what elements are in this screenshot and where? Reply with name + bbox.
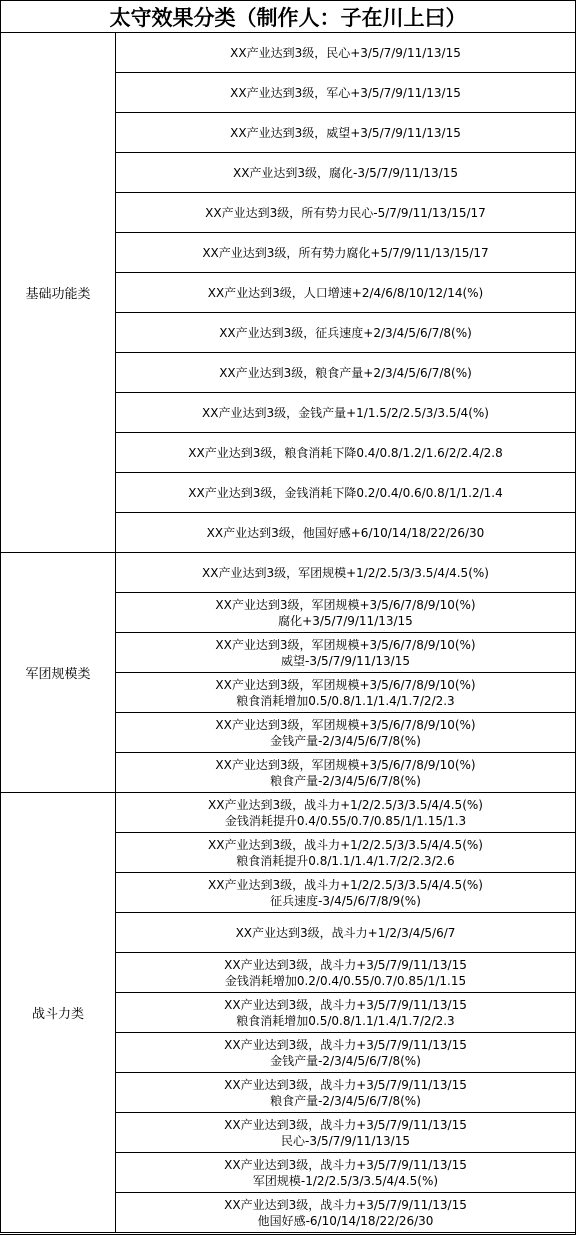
table-row: [116, 73, 575, 113]
effect-text-line: XX产业达到3级，战斗力+3/5/7/9/11/13/15: [224, 1077, 467, 1092]
effect-text-line: XX产业达到3级，战斗力+1/2/2.5/3/3.5/4/4.5(%): [208, 837, 483, 852]
effect-text-line: XX产业达到3级，战斗力+3/5/7/9/11/13/15: [224, 957, 467, 972]
category-label: 军团规模类: [0, 553, 116, 793]
effect-text-line: XX产业达到3级，所有势力民心-5/7/9/11/13/15/17: [205, 205, 486, 220]
table-row: [116, 353, 575, 393]
table-row: [116, 913, 575, 953]
table-row: [116, 33, 575, 73]
table-row: [116, 193, 575, 233]
effect-text-line: XX产业达到3级，金钱产量+1/1.5/2/2.5/3/3.5/4(%): [202, 405, 489, 420]
effect-text-line: 征兵速度-3/4/5/6/7/8/9(%): [270, 893, 421, 908]
effect-text-line: XX产业达到3级，军团规模+3/5/6/7/8/9/10(%): [215, 757, 476, 772]
table-title: 太守效果分类（制作人：子在川上曰）: [0, 0, 575, 33]
effect-text-line: 他国好感-6/10/14/18/22/26/30: [257, 1213, 434, 1228]
effect-text-line: XX产业达到3级，粮食消耗下降0.4/0.8/1.2/1.6/2/2.4/2.8: [188, 445, 503, 460]
effect-text-line: XX产业达到3级，民心+3/5/7/9/11/13/15: [230, 45, 461, 60]
effect-text-line: XX产业达到3级，腐化-3/5/7/9/11/13/15: [232, 165, 458, 180]
effect-text-line: 金钱产量-2/3/4/5/6/7/8(%): [270, 733, 421, 748]
table-row: [116, 513, 575, 553]
effect-text-line: XX产业达到3级，所有势力腐化+5/7/9/11/13/15/17: [202, 245, 489, 260]
effect-text-line: XX产业达到3级，军团规模+3/5/6/7/8/9/10(%): [215, 597, 476, 612]
effect-text-line: XX产业达到3级，军团规模+3/5/6/7/8/9/10(%): [215, 677, 476, 692]
effect-text-line: XX产业达到3级，威望+3/5/7/9/11/13/15: [230, 125, 461, 140]
effect-text-line: 粮食消耗提升0.8/1.1/1.4/1.7/2/2.3/2.6: [236, 853, 455, 868]
effect-text-line: 金钱消耗提升0.4/0.55/0.7/0.85/1/1.15/1.3: [224, 813, 467, 828]
table-row: [116, 833, 575, 873]
effect-text-line: XX产业达到3级，军团规模+3/5/6/7/8/9/10(%): [215, 717, 476, 732]
table-row: [116, 873, 575, 913]
effect-text-line: XX产业达到3级，战斗力+1/2/2.5/3/3.5/4/4.5(%): [208, 797, 483, 812]
effect-text-line: 粮食产量-2/3/4/5/6/7/8(%): [270, 773, 421, 788]
table-row: [116, 153, 575, 193]
table-row: [116, 313, 575, 353]
table-row: [116, 633, 575, 673]
table-row: [116, 1153, 575, 1193]
effect-text-line: XX产业达到3级，战斗力+1/2/3/4/5/6/7: [235, 925, 456, 940]
effect-text-line: XX产业达到3级，粮食产量+2/3/4/5/6/7/8(%): [219, 365, 472, 380]
table-row: [116, 1193, 575, 1233]
effect-text-line: XX产业达到3级，金钱消耗下降0.2/0.4/0.6/0.8/1/1.2/1.4: [188, 485, 503, 500]
table-row: [116, 1033, 575, 1073]
effect-text-line: XX产业达到3级，人口增速+2/4/6/8/10/12/14(%): [207, 285, 484, 300]
effect-text-line: 粮食消耗增加0.5/0.8/1.1/1.4/1.7/2/2.3: [236, 693, 455, 708]
table-row: [116, 1073, 575, 1113]
table-row: [116, 673, 575, 713]
table-row: [116, 393, 575, 433]
effect-text-line: 金钱产量-2/3/4/5/6/7/8(%): [270, 1053, 421, 1068]
effect-text-line: 粮食消耗增加0.5/0.8/1.1/1.4/1.7/2/2.3: [236, 1013, 455, 1028]
effect-text-line: 粮食产量-2/3/4/5/6/7/8(%): [270, 1093, 421, 1108]
table-row: [116, 233, 575, 273]
table-row: [116, 113, 575, 153]
effect-text-line: 腐化+3/5/7/9/11/13/15: [278, 613, 413, 628]
table-row: [116, 433, 575, 473]
effect-text-line: XX产业达到3级，他国好感+6/10/14/18/22/26/30: [206, 525, 485, 540]
effect-text-line: XX产业达到3级，军心+3/5/7/9/11/13/15: [230, 85, 461, 100]
effect-text-line: XX产业达到3级，军团规模+1/2/2.5/3/3.5/4/4.5(%): [202, 565, 489, 580]
category-label: 战斗力类: [0, 793, 116, 1233]
effect-text-line: XX产业达到3级，征兵速度+2/3/4/5/6/7/8(%): [219, 325, 472, 340]
table-row: [116, 953, 575, 993]
table-row: [116, 553, 575, 593]
table-row: [116, 273, 575, 313]
effect-text-line: XX产业达到3级，战斗力+1/2/2.5/3/3.5/4/4.5(%): [208, 877, 483, 892]
table-row: [116, 993, 575, 1033]
effect-text-line: 民心-3/5/7/9/11/13/15: [281, 1133, 410, 1148]
effect-text-line: XX产业达到3级，战斗力+3/5/7/9/11/13/15: [224, 997, 467, 1012]
effect-text-line: 金钱消耗增加0.2/0.4/0.55/0.7/0.85/1/1.15: [224, 973, 467, 988]
table-row: [116, 713, 575, 753]
effect-text-line: XX产业达到3级，战斗力+3/5/7/9/11/13/15: [224, 1157, 467, 1172]
table-row: [116, 793, 575, 833]
effect-text-line: 军团规模-1/2/2.5/3/3.5/4/4.5(%): [252, 1173, 439, 1188]
effect-text-line: XX产业达到3级，战斗力+3/5/7/9/11/13/15: [224, 1117, 467, 1132]
effect-text-line: XX产业达到3级，军团规模+3/5/6/7/8/9/10(%): [215, 637, 476, 652]
effect-text-line: 威望-3/5/7/9/11/13/15: [281, 653, 410, 668]
category-label: 基础功能类: [0, 33, 116, 553]
table-row: [116, 473, 575, 513]
effect-text-line: XX产业达到3级，战斗力+3/5/7/9/11/13/15: [224, 1037, 467, 1052]
table-row: [116, 753, 575, 793]
table-row: [116, 1113, 575, 1153]
table-row: [116, 593, 575, 633]
effect-text-line: XX产业达到3级，战斗力+3/5/7/9/11/13/15: [224, 1197, 467, 1212]
